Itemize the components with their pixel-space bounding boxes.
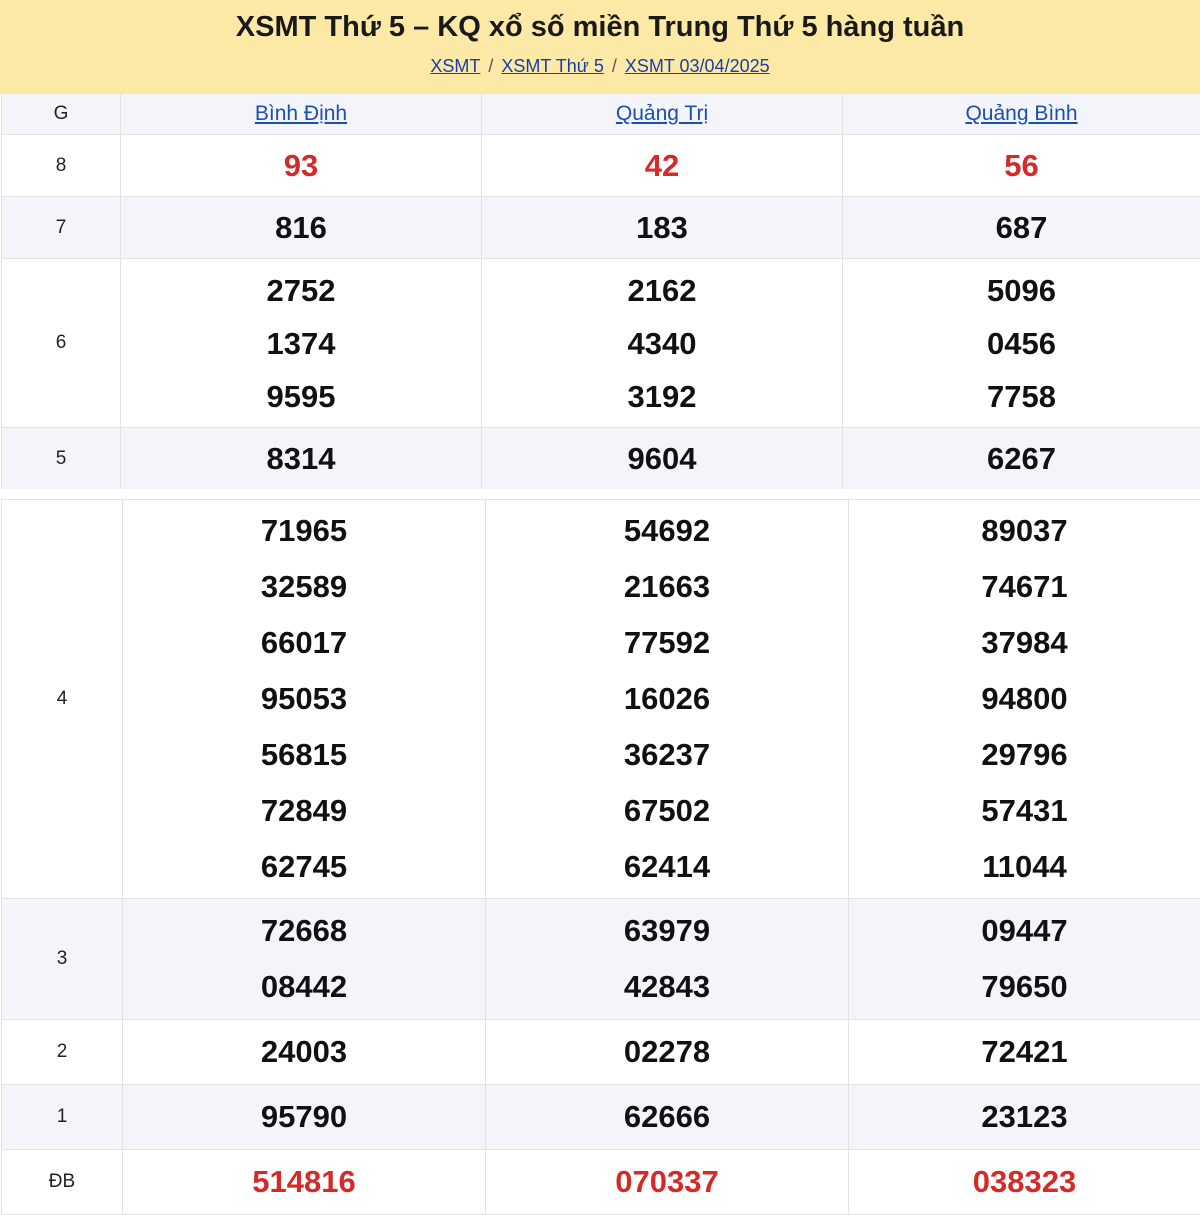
result-cell-binh-dinh bbox=[123, 1020, 486, 1085]
result-cell-binh-dinh bbox=[121, 259, 482, 428]
result-cell-quang-tri bbox=[486, 1020, 849, 1085]
table-row bbox=[2, 1085, 1200, 1150]
result-cell-binh-dinh bbox=[123, 1085, 486, 1150]
table-body-top bbox=[2, 135, 1200, 490]
province-header-quang-binh bbox=[843, 94, 1200, 135]
result-cell-quang-tri bbox=[482, 259, 843, 428]
result-cell-binh-dinh bbox=[123, 899, 486, 1020]
result-cell-quang-binh bbox=[849, 1085, 1200, 1150]
result-number: 2162 bbox=[482, 264, 842, 317]
result-number: 95790 bbox=[123, 1089, 485, 1145]
prize-label: 6 bbox=[2, 259, 121, 428]
prize-label: 2 bbox=[2, 1020, 123, 1085]
result-number: 36237 bbox=[486, 727, 848, 783]
results-table-top bbox=[1, 93, 1200, 490]
province-link-binh-dinh[interactable]: Bình Định bbox=[255, 102, 347, 125]
result-number: 183 bbox=[482, 201, 842, 254]
result-cell-binh-dinh bbox=[123, 500, 486, 899]
result-cell-quang-tri bbox=[482, 135, 843, 197]
results-table-bottom bbox=[1, 499, 1200, 1215]
result-number: 514816 bbox=[123, 1154, 485, 1210]
result-number: 66017 bbox=[123, 615, 485, 671]
result-number: 54692 bbox=[486, 503, 848, 559]
result-number: 72421 bbox=[849, 1024, 1200, 1080]
prize-label: 5 bbox=[2, 428, 121, 490]
result-cell-binh-dinh bbox=[121, 135, 482, 197]
result-cell-quang-tri bbox=[482, 197, 843, 259]
result-number: 2752 bbox=[121, 264, 481, 317]
result-cell-quang-binh bbox=[849, 1150, 1200, 1215]
result-number: 08442 bbox=[123, 959, 485, 1015]
result-number: 72668 bbox=[123, 903, 485, 959]
result-number: 95053 bbox=[123, 671, 485, 727]
table-row bbox=[2, 259, 1200, 428]
result-number: 24003 bbox=[123, 1024, 485, 1080]
result-cell-quang-binh bbox=[843, 197, 1200, 259]
result-number: 62666 bbox=[486, 1089, 848, 1145]
result-cell-binh-dinh bbox=[123, 1150, 486, 1215]
result-number: 8314 bbox=[121, 432, 481, 485]
table-gap bbox=[0, 489, 1200, 499]
result-number: 42 bbox=[482, 139, 842, 192]
result-number: 9604 bbox=[482, 432, 842, 485]
result-cell-quang-binh bbox=[843, 259, 1200, 428]
result-number: 5096 bbox=[843, 264, 1200, 317]
province-header-quang-tri bbox=[482, 94, 843, 135]
result-number: 9595 bbox=[121, 370, 481, 423]
table-row bbox=[2, 428, 1200, 490]
result-number: 11044 bbox=[849, 839, 1200, 895]
breadcrumb-xsmt[interactable]: XSMT bbox=[430, 56, 480, 76]
result-number: 29796 bbox=[849, 727, 1200, 783]
prize-column-header: G bbox=[2, 94, 121, 135]
result-cell-quang-binh bbox=[849, 899, 1200, 1020]
prize-label: 3 bbox=[2, 899, 123, 1020]
result-number: 63979 bbox=[486, 903, 848, 959]
result-number: 42843 bbox=[486, 959, 848, 1015]
result-number: 71965 bbox=[123, 503, 485, 559]
result-number: 67502 bbox=[486, 783, 848, 839]
result-number: 038323 bbox=[849, 1154, 1200, 1210]
result-cell-binh-dinh bbox=[121, 197, 482, 259]
province-link-quang-binh[interactable]: Quảng Bình bbox=[965, 102, 1077, 125]
table-row bbox=[2, 1020, 1200, 1085]
result-number: 687 bbox=[843, 201, 1200, 254]
result-number: 57431 bbox=[849, 783, 1200, 839]
result-number: 3192 bbox=[482, 370, 842, 423]
result-cell-quang-tri bbox=[482, 428, 843, 490]
result-number: 6267 bbox=[843, 432, 1200, 485]
result-cell-quang-binh bbox=[849, 500, 1200, 899]
province-header-binh-dinh bbox=[121, 94, 482, 135]
result-number: 79650 bbox=[849, 959, 1200, 1015]
result-cell-binh-dinh bbox=[121, 428, 482, 490]
result-number: 62745 bbox=[123, 839, 485, 895]
table-row bbox=[2, 899, 1200, 1020]
result-number: 09447 bbox=[849, 903, 1200, 959]
breadcrumb-xsmt-thu-5[interactable]: XSMT Thứ 5 bbox=[501, 56, 603, 76]
prize-label: 8 bbox=[2, 135, 121, 197]
breadcrumb bbox=[0, 55, 1200, 77]
result-cell-quang-tri bbox=[486, 500, 849, 899]
prize-label: ĐB bbox=[2, 1150, 123, 1215]
page-title: XSMT Thứ 5 – KQ xổ số miền Trung Thứ 5 hàng tuần bbox=[0, 9, 1200, 45]
result-number: 32589 bbox=[123, 559, 485, 615]
result-number: 23123 bbox=[849, 1089, 1200, 1145]
result-number: 94800 bbox=[849, 671, 1200, 727]
result-number: 02278 bbox=[486, 1024, 848, 1080]
result-cell-quang-tri bbox=[486, 1150, 849, 1215]
result-number: 93 bbox=[121, 139, 481, 192]
table-row bbox=[2, 1150, 1200, 1215]
result-number: 56 bbox=[843, 139, 1200, 192]
result-number: 0456 bbox=[843, 317, 1200, 370]
table-header-row bbox=[2, 94, 1200, 135]
result-cell-quang-binh bbox=[849, 1020, 1200, 1085]
page-header bbox=[0, 0, 1200, 93]
result-number: 74671 bbox=[849, 559, 1200, 615]
table-row bbox=[2, 500, 1200, 899]
prize-label: 1 bbox=[2, 1085, 123, 1150]
result-number: 77592 bbox=[486, 615, 848, 671]
breadcrumb-separator: / bbox=[612, 56, 617, 76]
table-row bbox=[2, 197, 1200, 259]
result-number: 16026 bbox=[486, 671, 848, 727]
result-number: 1374 bbox=[121, 317, 481, 370]
prize-label: 4 bbox=[2, 500, 123, 899]
result-number: 56815 bbox=[123, 727, 485, 783]
result-number: 070337 bbox=[486, 1154, 848, 1210]
result-number: 37984 bbox=[849, 615, 1200, 671]
result-number: 816 bbox=[121, 201, 481, 254]
result-cell-quang-binh bbox=[843, 135, 1200, 197]
breadcrumb-separator: / bbox=[488, 56, 493, 76]
result-number: 62414 bbox=[486, 839, 848, 895]
table-body-bottom bbox=[2, 500, 1200, 1215]
result-number: 7758 bbox=[843, 370, 1200, 423]
prize-label: 7 bbox=[2, 197, 121, 259]
breadcrumb-xsmt-date[interactable]: XSMT 03/04/2025 bbox=[625, 56, 770, 76]
result-number: 21663 bbox=[486, 559, 848, 615]
result-cell-quang-binh bbox=[843, 428, 1200, 490]
result-number: 72849 bbox=[123, 783, 485, 839]
province-link-quang-tri[interactable]: Quảng Trị bbox=[616, 102, 708, 125]
result-cell-quang-tri bbox=[486, 899, 849, 1020]
table-row bbox=[2, 135, 1200, 197]
result-number: 89037 bbox=[849, 503, 1200, 559]
result-cell-quang-tri bbox=[486, 1085, 849, 1150]
result-number: 4340 bbox=[482, 317, 842, 370]
